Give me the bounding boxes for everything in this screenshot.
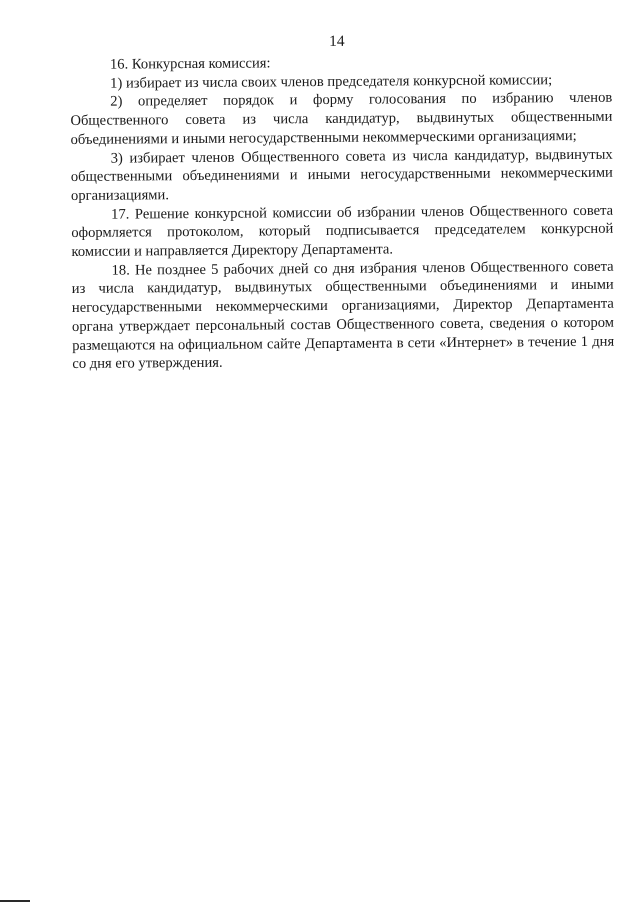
scan-edge-mark	[0, 900, 30, 902]
page-number: 14	[328, 32, 345, 50]
section-16-item-3: 3) избирает членов Общественного совета из числа кандидатур, выдвинутых общественными объединениями и иными негосударственными некоммерческими организациями.	[70, 146, 613, 204]
section-18: 18. Не позднее 5 рабочих дней со дня избрания членов Общественного совета из числа кандидатур, выдвинутых общественными объединениями и иными негосударственными некоммерческими организациями, Директор Департамента органа утверждает персональный состав Общественного совета, сведения о котором размещаются на официальном сайте Департамента в сети «Интернет» в течение 1 дня со дня его утверждения.	[71, 258, 615, 373]
section-17: 17. Решение конкурсной комиссии об избрании членов Общественного совета оформляется протоколом, который подписывается председателем конкурсной комиссии и направляется Директору Департамента.	[71, 202, 614, 260]
section-16-heading: 16. Конкурсная комиссия:	[109, 55, 271, 73]
section-16-item-1: 1) избирает из числа своих членов председателя конкурсной комиссии;	[110, 71, 553, 92]
document-body	[70, 52, 614, 374]
section-16-item-2: 2) определяет порядок и форму голосования по избранию членов Общественного совета из числа кандидатур, выдвинутых общественными объединениями и иными негосударственными некоммерческими организациями;	[70, 90, 613, 148]
